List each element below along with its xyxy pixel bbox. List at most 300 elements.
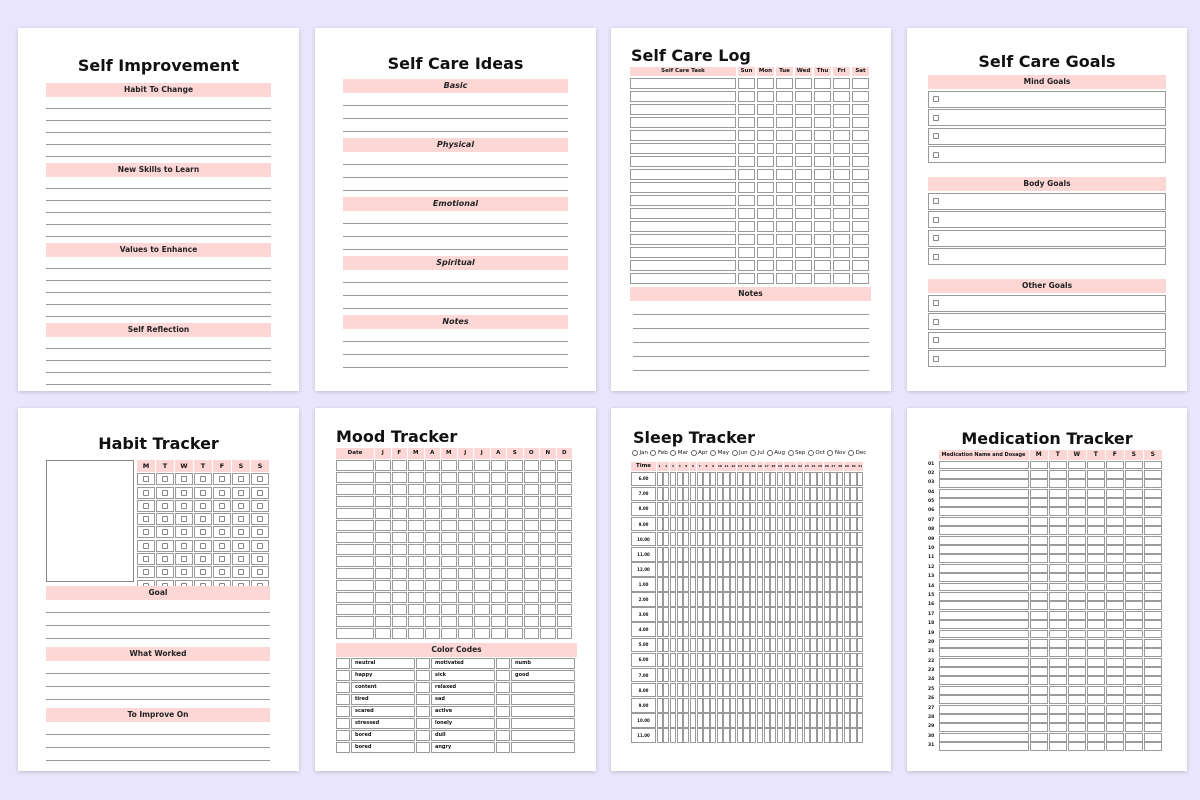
dose-cell[interactable] (1087, 676, 1105, 685)
color-swatch[interactable] (416, 670, 430, 681)
day-cell[interactable] (757, 260, 774, 271)
sleep-cell[interactable] (804, 683, 810, 698)
dose-cell[interactable] (1087, 648, 1105, 657)
habit-checkbox[interactable] (181, 529, 187, 535)
sleep-cell[interactable] (844, 638, 850, 653)
sleep-cell[interactable] (750, 517, 756, 532)
sleep-cell[interactable] (790, 653, 796, 668)
medication-name-cell[interactable] (939, 583, 1029, 592)
sleep-cell[interactable] (817, 532, 823, 547)
sleep-cell[interactable] (830, 607, 836, 622)
sleep-cell[interactable] (764, 683, 770, 698)
sleep-cell[interactable] (764, 653, 770, 668)
goal-checkbox[interactable] (933, 96, 939, 102)
day-cell[interactable] (833, 104, 850, 115)
sleep-cell[interactable] (657, 547, 663, 562)
sleep-cell[interactable] (777, 728, 783, 743)
sleep-cell[interactable] (743, 517, 749, 532)
dose-cell[interactable] (1049, 686, 1067, 695)
mood-cell[interactable] (441, 520, 457, 531)
dose-cell[interactable] (1068, 498, 1086, 507)
sleep-cell[interactable] (743, 472, 749, 487)
dose-cell[interactable] (1030, 742, 1048, 751)
sleep-cell[interactable] (683, 653, 689, 668)
date-cell[interactable] (336, 508, 374, 519)
mood-cell[interactable] (491, 556, 507, 567)
mood-cell[interactable] (557, 484, 573, 495)
sleep-cell[interactable] (663, 577, 669, 592)
sleep-cell[interactable] (737, 547, 743, 562)
dose-cell[interactable] (1125, 658, 1143, 667)
dose-cell[interactable] (1087, 723, 1105, 732)
mood-cell[interactable] (540, 580, 556, 591)
dose-cell[interactable] (1106, 461, 1124, 470)
mood-cell[interactable] (441, 592, 457, 603)
day-cell[interactable] (795, 195, 812, 206)
goal-row[interactable] (928, 109, 1166, 126)
month-option[interactable] (650, 450, 667, 456)
sleep-cell[interactable] (697, 472, 703, 487)
dose-cell[interactable] (1106, 630, 1124, 639)
day-cell[interactable] (833, 130, 850, 141)
sleep-cell[interactable] (723, 517, 729, 532)
sleep-cell[interactable] (830, 638, 836, 653)
medication-name-cell[interactable] (939, 489, 1029, 498)
mood-cell[interactable] (491, 544, 507, 555)
sleep-cell[interactable] (770, 592, 776, 607)
sleep-cell[interactable] (757, 713, 763, 728)
goal-row[interactable] (928, 211, 1166, 228)
medication-name-cell[interactable] (939, 573, 1029, 582)
sleep-cell[interactable] (723, 622, 729, 637)
habit-cell[interactable] (137, 473, 155, 485)
mood-cell[interactable] (425, 484, 441, 495)
sleep-cell[interactable] (710, 547, 716, 562)
sleep-cell[interactable] (764, 668, 770, 683)
sleep-cell[interactable] (797, 502, 803, 517)
mood-cell[interactable] (392, 496, 408, 507)
color-swatch[interactable] (336, 706, 350, 717)
medication-name-cell[interactable] (939, 554, 1029, 563)
sleep-cell[interactable] (723, 728, 729, 743)
habit-cell[interactable] (251, 500, 269, 512)
dose-cell[interactable] (1125, 630, 1143, 639)
sleep-cell[interactable] (697, 577, 703, 592)
sleep-cell[interactable] (757, 683, 763, 698)
date-cell[interactable] (336, 592, 374, 603)
day-cell[interactable] (738, 195, 755, 206)
sleep-cell[interactable] (717, 487, 723, 502)
sleep-cell[interactable] (697, 592, 703, 607)
mood-cell[interactable] (408, 508, 424, 519)
sleep-cell[interactable] (764, 487, 770, 502)
month-option[interactable] (827, 450, 845, 456)
sleep-cell[interactable] (670, 683, 676, 698)
sleep-cell[interactable] (737, 668, 743, 683)
mood-cell[interactable] (441, 604, 457, 615)
sleep-cell[interactable] (784, 622, 790, 637)
sleep-cell[interactable] (723, 547, 729, 562)
month-radio[interactable] (827, 450, 833, 456)
dose-cell[interactable] (1030, 526, 1048, 535)
sleep-cell[interactable] (824, 728, 830, 743)
sleep-cell[interactable] (730, 668, 736, 683)
mood-cell[interactable] (491, 616, 507, 627)
habit-cell[interactable] (213, 526, 231, 538)
sleep-cell[interactable] (730, 547, 736, 562)
mood-cell[interactable] (557, 472, 573, 483)
month-option[interactable] (767, 450, 785, 456)
sleep-cell[interactable] (777, 683, 783, 698)
mood-cell[interactable] (458, 520, 474, 531)
day-cell[interactable] (738, 130, 755, 141)
sleep-cell[interactable] (824, 577, 830, 592)
mood-cell[interactable] (474, 460, 490, 471)
dose-cell[interactable] (1030, 639, 1048, 648)
sleep-cell[interactable] (743, 698, 749, 713)
sleep-cell[interactable] (857, 487, 863, 502)
dose-cell[interactable] (1049, 498, 1067, 507)
sleep-cell[interactable] (757, 487, 763, 502)
mood-cell[interactable] (474, 556, 490, 567)
mood-cell[interactable] (375, 520, 391, 531)
mood-cell[interactable] (392, 580, 408, 591)
sleep-cell[interactable] (850, 472, 856, 487)
sleep-cell[interactable] (844, 592, 850, 607)
mood-cell[interactable] (425, 556, 441, 567)
goal-row[interactable] (928, 230, 1166, 247)
day-cell[interactable] (795, 221, 812, 232)
dose-cell[interactable] (1068, 507, 1086, 516)
mood-cell[interactable] (491, 568, 507, 579)
sleep-cell[interactable] (657, 698, 663, 713)
sleep-cell[interactable] (657, 562, 663, 577)
color-swatch[interactable] (496, 682, 510, 693)
sleep-cell[interactable] (764, 622, 770, 637)
day-cell[interactable] (757, 208, 774, 219)
habit-cell[interactable] (251, 487, 269, 499)
sleep-cell[interactable] (804, 622, 810, 637)
sleep-cell[interactable] (857, 547, 863, 562)
dose-cell[interactable] (1125, 526, 1143, 535)
mood-cell[interactable] (491, 592, 507, 603)
sleep-cell[interactable] (790, 668, 796, 683)
day-cell[interactable] (795, 234, 812, 245)
habit-checkbox[interactable] (162, 503, 168, 509)
dose-cell[interactable] (1144, 601, 1162, 610)
sleep-cell[interactable] (857, 607, 863, 622)
sleep-cell[interactable] (850, 562, 856, 577)
sleep-cell[interactable] (777, 502, 783, 517)
sleep-cell[interactable] (810, 487, 816, 502)
sleep-cell[interactable] (850, 532, 856, 547)
mood-cell[interactable] (408, 544, 424, 555)
dose-cell[interactable] (1125, 470, 1143, 479)
day-cell[interactable] (757, 78, 774, 89)
sleep-cell[interactable] (657, 487, 663, 502)
task-cell[interactable] (630, 169, 736, 180)
goal-checkbox[interactable] (933, 356, 939, 362)
habit-checkbox[interactable] (200, 529, 206, 535)
sleep-cell[interactable] (844, 607, 850, 622)
sleep-cell[interactable] (784, 532, 790, 547)
habit-checkbox[interactable] (143, 543, 149, 549)
habit-cell[interactable] (137, 553, 155, 565)
sleep-cell[interactable] (683, 668, 689, 683)
date-cell[interactable] (336, 460, 374, 471)
sleep-cell[interactable] (743, 592, 749, 607)
mood-cell[interactable] (375, 508, 391, 519)
date-cell[interactable] (336, 484, 374, 495)
sleep-cell[interactable] (750, 653, 756, 668)
sleep-cell[interactable] (824, 607, 830, 622)
sleep-cell[interactable] (770, 502, 776, 517)
sleep-cell[interactable] (764, 698, 770, 713)
month-radio[interactable] (632, 450, 638, 456)
mood-cell[interactable] (557, 460, 573, 471)
sleep-cell[interactable] (730, 638, 736, 653)
dose-cell[interactable] (1125, 536, 1143, 545)
mood-cell[interactable] (425, 628, 441, 639)
goal-row[interactable] (928, 146, 1166, 163)
sleep-cell[interactable] (663, 487, 669, 502)
sleep-cell[interactable] (797, 638, 803, 653)
day-cell[interactable] (757, 117, 774, 128)
mood-cell[interactable] (458, 496, 474, 507)
sleep-cell[interactable] (850, 638, 856, 653)
dose-cell[interactable] (1068, 611, 1086, 620)
habit-checkbox[interactable] (257, 569, 263, 575)
day-cell[interactable] (814, 91, 831, 102)
day-cell[interactable] (776, 156, 793, 167)
dose-cell[interactable] (1144, 554, 1162, 563)
day-cell[interactable] (776, 130, 793, 141)
dose-cell[interactable] (1030, 517, 1048, 526)
dose-cell[interactable] (1144, 470, 1162, 479)
task-cell[interactable] (630, 260, 736, 271)
mood-cell[interactable] (441, 556, 457, 567)
day-cell[interactable] (852, 182, 869, 193)
dose-cell[interactable] (1144, 573, 1162, 582)
day-cell[interactable] (776, 169, 793, 180)
sleep-cell[interactable] (797, 713, 803, 728)
dose-cell[interactable] (1144, 526, 1162, 535)
color-swatch[interactable] (416, 694, 430, 705)
sleep-cell[interactable] (697, 502, 703, 517)
dose-cell[interactable] (1049, 573, 1067, 582)
sleep-cell[interactable] (710, 562, 716, 577)
task-cell[interactable] (630, 208, 736, 219)
sleep-cell[interactable] (717, 698, 723, 713)
writing-line[interactable] (46, 735, 270, 748)
day-cell[interactable] (795, 260, 812, 271)
sleep-cell[interactable] (717, 517, 723, 532)
color-swatch[interactable] (416, 706, 430, 717)
dose-cell[interactable] (1030, 658, 1048, 667)
habit-cell[interactable] (175, 500, 193, 512)
dose-cell[interactable] (1030, 583, 1048, 592)
sleep-cell[interactable] (677, 532, 683, 547)
sleep-cell[interactable] (690, 698, 696, 713)
sleep-cell[interactable] (837, 622, 843, 637)
mood-cell[interactable] (524, 532, 540, 543)
day-cell[interactable] (738, 273, 755, 284)
sleep-cell[interactable] (817, 638, 823, 653)
day-cell[interactable] (814, 273, 831, 284)
sleep-cell[interactable] (743, 713, 749, 728)
mood-cell[interactable] (375, 628, 391, 639)
dose-cell[interactable] (1144, 611, 1162, 620)
dose-cell[interactable] (1049, 536, 1067, 545)
habit-cell[interactable] (175, 553, 193, 565)
habit-checkbox[interactable] (181, 569, 187, 575)
sleep-cell[interactable] (837, 502, 843, 517)
sleep-cell[interactable] (743, 728, 749, 743)
goal-checkbox[interactable] (933, 152, 939, 158)
sleep-cell[interactable] (797, 622, 803, 637)
sleep-cell[interactable] (730, 502, 736, 517)
sleep-cell[interactable] (717, 638, 723, 653)
sleep-cell[interactable] (683, 517, 689, 532)
sleep-cell[interactable] (810, 592, 816, 607)
sleep-cell[interactable] (717, 592, 723, 607)
habit-checkbox[interactable] (181, 516, 187, 522)
sleep-cell[interactable] (710, 713, 716, 728)
habit-checkbox[interactable] (181, 476, 187, 482)
writing-line[interactable] (46, 133, 271, 145)
day-cell[interactable] (814, 117, 831, 128)
dose-cell[interactable] (1144, 667, 1162, 676)
sleep-cell[interactable] (804, 562, 810, 577)
sleep-cell[interactable] (797, 668, 803, 683)
habit-cell[interactable] (232, 473, 250, 485)
sleep-cell[interactable] (697, 698, 703, 713)
dose-cell[interactable] (1049, 723, 1067, 732)
sleep-cell[interactable] (657, 728, 663, 743)
day-cell[interactable] (852, 156, 869, 167)
day-cell[interactable] (852, 169, 869, 180)
dose-cell[interactable] (1087, 658, 1105, 667)
sleep-cell[interactable] (804, 653, 810, 668)
medication-name-cell[interactable] (939, 507, 1029, 516)
day-cell[interactable] (814, 169, 831, 180)
dose-cell[interactable] (1106, 733, 1124, 742)
mood-cell[interactable] (524, 460, 540, 471)
sleep-cell[interactable] (737, 472, 743, 487)
sleep-cell[interactable] (784, 577, 790, 592)
color-swatch[interactable] (416, 742, 430, 753)
dose-cell[interactable] (1087, 667, 1105, 676)
medication-name-cell[interactable] (939, 526, 1029, 535)
writing-line[interactable] (46, 305, 271, 317)
day-cell[interactable] (776, 234, 793, 245)
day-cell[interactable] (795, 169, 812, 180)
sleep-cell[interactable] (657, 668, 663, 683)
mood-cell[interactable] (425, 544, 441, 555)
goal-checkbox[interactable] (933, 319, 939, 325)
sleep-cell[interactable] (764, 517, 770, 532)
sleep-cell[interactable] (750, 532, 756, 547)
mood-cell[interactable] (425, 460, 441, 471)
day-cell[interactable] (852, 247, 869, 258)
sleep-cell[interactable] (690, 517, 696, 532)
mood-cell[interactable] (408, 568, 424, 579)
sleep-cell[interactable] (690, 607, 696, 622)
dose-cell[interactable] (1106, 583, 1124, 592)
sleep-cell[interactable] (677, 668, 683, 683)
sleep-cell[interactable] (683, 698, 689, 713)
writing-line[interactable] (46, 177, 271, 189)
dose-cell[interactable] (1068, 639, 1086, 648)
day-cell[interactable] (833, 260, 850, 271)
sleep-cell[interactable] (784, 728, 790, 743)
sleep-cell[interactable] (670, 638, 676, 653)
writing-line[interactable] (343, 355, 568, 368)
writing-line[interactable] (343, 270, 568, 283)
mood-cell[interactable] (458, 628, 474, 639)
habit-checkbox[interactable] (200, 569, 206, 575)
dose-cell[interactable] (1144, 723, 1162, 732)
dose-cell[interactable] (1144, 620, 1162, 629)
dose-cell[interactable] (1068, 526, 1086, 535)
sleep-cell[interactable] (697, 683, 703, 698)
mood-cell[interactable] (557, 556, 573, 567)
dose-cell[interactable] (1049, 705, 1067, 714)
month-option[interactable] (691, 450, 708, 456)
writing-line[interactable] (46, 281, 271, 293)
sleep-cell[interactable] (663, 713, 669, 728)
sleep-cell[interactable] (757, 502, 763, 517)
sleep-cell[interactable] (810, 562, 816, 577)
mood-cell[interactable] (392, 472, 408, 483)
sleep-cell[interactable] (784, 517, 790, 532)
dose-cell[interactable] (1049, 733, 1067, 742)
sleep-cell[interactable] (797, 562, 803, 577)
sleep-cell[interactable] (784, 592, 790, 607)
month-option[interactable] (788, 450, 806, 456)
habit-checkbox[interactable] (219, 569, 225, 575)
sleep-cell[interactable] (663, 517, 669, 532)
habit-cell[interactable] (251, 513, 269, 525)
sleep-cell[interactable] (730, 487, 736, 502)
sleep-cell[interactable] (757, 532, 763, 547)
day-cell[interactable] (833, 78, 850, 89)
dose-cell[interactable] (1144, 583, 1162, 592)
mood-cell[interactable] (474, 532, 490, 543)
mood-cell[interactable] (375, 496, 391, 507)
goal-row[interactable] (928, 193, 1166, 210)
writing-line[interactable] (46, 600, 270, 613)
medication-name-cell[interactable] (939, 686, 1029, 695)
sleep-cell[interactable] (717, 532, 723, 547)
medication-name-cell[interactable] (939, 695, 1029, 704)
task-cell[interactable] (630, 182, 736, 193)
goal-checkbox[interactable] (933, 217, 939, 223)
habit-cell[interactable] (156, 566, 174, 578)
dose-cell[interactable] (1125, 686, 1143, 695)
sleep-cell[interactable] (824, 592, 830, 607)
sleep-cell[interactable] (817, 577, 823, 592)
sleep-cell[interactable] (824, 622, 830, 637)
day-cell[interactable] (757, 182, 774, 193)
sleep-cell[interactable] (677, 562, 683, 577)
mood-cell[interactable] (474, 568, 490, 579)
dose-cell[interactable] (1125, 676, 1143, 685)
dose-cell[interactable] (1068, 517, 1086, 526)
mood-cell[interactable] (458, 556, 474, 567)
mood-cell[interactable] (392, 604, 408, 615)
mood-cell[interactable] (375, 616, 391, 627)
